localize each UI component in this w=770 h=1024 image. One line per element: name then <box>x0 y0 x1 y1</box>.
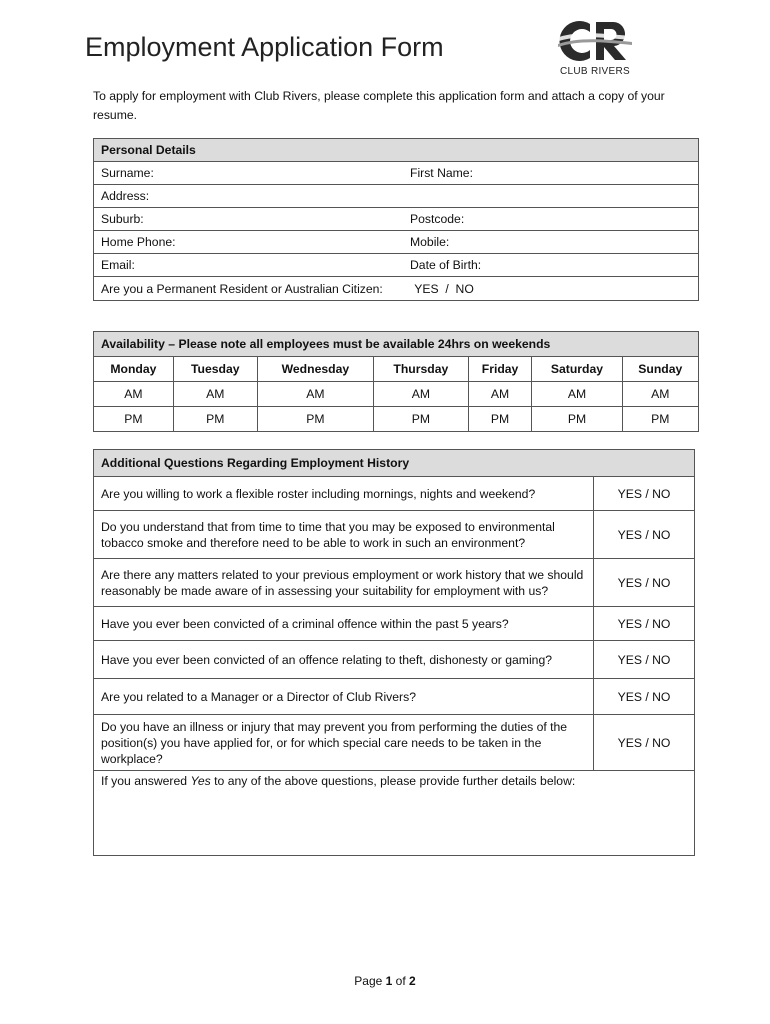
page-prefix: Page <box>354 974 386 988</box>
availability-heading: Availability – Please note all employees must be available 24hrs on weekends <box>94 332 699 357</box>
thursday-am[interactable]: AM <box>373 382 468 407</box>
thursday-pm[interactable]: PM <box>373 407 468 432</box>
history-heading: Additional Questions Regarding Employment History <box>94 450 695 477</box>
question-previous-employment: Are there any matters related to your previous employment or work history that we should reasonably be made aware of in assessing your suitability for employment with us? <box>94 559 594 607</box>
monday-pm[interactable]: PM <box>94 407 174 432</box>
residency-question: Are you a Permanent Resident or Australian Citizen: <box>101 281 383 296</box>
answer-criminal-offence[interactable]: YES / NO <box>594 607 695 641</box>
page-number <box>0 974 770 988</box>
wednesday-pm[interactable]: PM <box>257 407 373 432</box>
friday-pm[interactable]: PM <box>468 407 532 432</box>
details-prefix: If you answered <box>101 774 191 788</box>
residency-row <box>94 277 699 301</box>
club-rivers-logo <box>552 16 642 82</box>
question-criminal-offence: Have you ever been convicted of a criminal offence within the past 5 years? <box>94 607 594 641</box>
day-saturday: Saturday <box>532 357 622 382</box>
page-mid: of <box>392 974 410 988</box>
day-monday: Monday <box>94 357 174 382</box>
question-illness-injury: Do you have an illness or injury that may prevent you from performing the duties of the position(s) you have applied for, or for which special care needs to be taken in the workplace? <box>94 715 594 771</box>
day-tuesday: Tuesday <box>173 357 257 382</box>
address-field-cont[interactable] <box>403 185 699 208</box>
page-title: Employment Application Form <box>85 32 444 62</box>
question-flexible-roster: Are you willing to work a flexible roster including mornings, nights and weekend? <box>94 477 594 511</box>
date-of-birth-field[interactable]: Date of Birth: <box>403 254 699 277</box>
further-details-field[interactable] <box>94 771 695 856</box>
availability-table <box>93 331 699 432</box>
email-field[interactable]: Email: <box>94 254 404 277</box>
residency-yes-no[interactable]: YES / NO <box>414 281 474 296</box>
saturday-pm[interactable]: PM <box>532 407 622 432</box>
details-emph: Yes <box>190 774 211 788</box>
day-sunday: Sunday <box>622 357 698 382</box>
day-thursday: Thursday <box>373 357 468 382</box>
answer-tobacco-smoke[interactable]: YES / NO <box>594 511 695 559</box>
mobile-field[interactable]: Mobile: <box>403 231 699 254</box>
employment-history-table <box>93 449 695 856</box>
page-current: 1 <box>385 974 393 988</box>
address-field[interactable]: Address: <box>94 185 404 208</box>
logo-text: CLUB RIVERS <box>560 66 630 77</box>
first-name-field[interactable]: First Name: <box>403 162 699 185</box>
answer-previous-employment[interactable]: YES / NO <box>594 559 695 607</box>
postcode-field[interactable]: Postcode: <box>403 208 699 231</box>
suburb-field[interactable]: Suburb: <box>94 208 404 231</box>
sunday-pm[interactable]: PM <box>622 407 698 432</box>
home-phone-field[interactable]: Home Phone: <box>94 231 404 254</box>
question-theft-offence: Have you ever been convicted of an offence relating to theft, dishonesty or gaming? <box>94 641 594 679</box>
question-related-manager: Are you related to a Manager or a Director of Club Rivers? <box>94 679 594 715</box>
intro-text: To apply for employment with Club Rivers, please complete this application form and attach a copy of your resume. <box>93 89 665 122</box>
cr-logo-icon <box>552 16 642 66</box>
saturday-am[interactable]: AM <box>532 382 622 407</box>
day-wednesday: Wednesday <box>257 357 373 382</box>
answer-illness-injury[interactable]: YES / NO <box>594 715 695 771</box>
monday-am[interactable]: AM <box>94 382 174 407</box>
tuesday-pm[interactable]: PM <box>173 407 257 432</box>
details-suffix: to any of the above questions, please provide further details below: <box>210 774 576 788</box>
personal-details-table <box>93 138 699 301</box>
day-friday: Friday <box>468 357 532 382</box>
personal-details-heading: Personal Details <box>94 139 699 162</box>
page-total: 2 <box>409 974 416 988</box>
question-tobacco-smoke: Do you understand that from time to time that you may be exposed to environmental tobacco smoke and therefore need to be able to work in such an environment? <box>94 511 594 559</box>
wednesday-am[interactable]: AM <box>257 382 373 407</box>
friday-am[interactable]: AM <box>468 382 532 407</box>
answer-related-manager[interactable]: YES / NO <box>594 679 695 715</box>
tuesday-am[interactable]: AM <box>173 382 257 407</box>
answer-theft-offence[interactable]: YES / NO <box>594 641 695 679</box>
sunday-am[interactable]: AM <box>622 382 698 407</box>
answer-flexible-roster[interactable]: YES / NO <box>594 477 695 511</box>
surname-field[interactable]: Surname: <box>94 162 404 185</box>
